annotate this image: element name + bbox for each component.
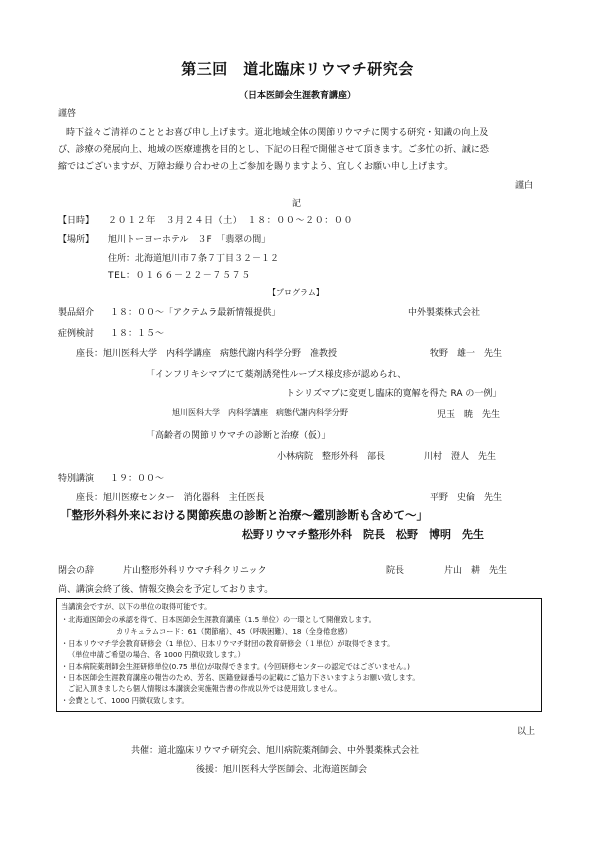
date-label: 【日時】: [58, 216, 95, 226]
note-4: ・日本医師会生涯教育講座の報告のため、芳名、医籍登録番号の記載にご協力下さいますようお願い致します。: [61, 673, 420, 682]
case-time: １８：１５〜: [110, 329, 165, 339]
notes-intro: 当講演会ですが、以下の単位の取得可能です。: [61, 602, 212, 611]
product-label: 製品紹介: [58, 308, 95, 318]
case2-title: 「高齢者の関節リウマチの診断と治療（仮）」: [146, 431, 331, 441]
closing-name: 片山 耕 先生: [444, 566, 508, 576]
place-value: 旭川トーヨーホテル ３F 「翡翠の間」: [108, 235, 271, 245]
case1-title-line2: トシリズマブに変更し臨床的寛解を得た RA の一例」: [286, 389, 502, 399]
date-value: ２０１２年 ３月２４日（土） １８：００〜２０：００: [108, 216, 354, 226]
closing-label: 閉会の辞: [58, 566, 95, 576]
ijo: 以上: [517, 727, 536, 737]
case2-affiliation: 小林病院 整形外科 部長: [277, 452, 386, 462]
after-note: 尚、講演会終了後、情報交換会を予定しております。: [58, 585, 274, 595]
greeting-opening: 謹啓: [58, 109, 77, 119]
note-2b: （単位申請ご希望の場合、各 1000 円徴収致します。）: [68, 650, 245, 659]
case-chair-name: 牧野 雄一 先生: [430, 349, 503, 359]
greeting-closing: 謹白: [515, 181, 534, 191]
note-1: ・北海道医師会の承認を得て、日本医師会生涯教育講座（1.5 単位）の一環として開催致します。: [61, 615, 376, 624]
place-label: 【場所】: [58, 235, 95, 245]
case2-name: 川村 澄人 先生: [424, 452, 497, 462]
note-2: ・日本リウマチ学会教育研修会（1 単位）、日本リウマチ財団の教育研修会（１単位）が取得できます。: [61, 639, 395, 648]
special-chair-role: 座長：旭川医療センター 消化器科 主任医長: [76, 493, 265, 503]
closing-affiliation: 片山整形外科リウマチ科クリニック: [123, 566, 267, 576]
product-time: １８：００〜「アクテムラ最新情報提供」: [110, 308, 281, 318]
special-chair-name: 平野 史倫 先生: [430, 493, 503, 503]
case-chair-role: 座長：旭川医科大学 内科学講座 病態代謝内科学分野 准教授: [76, 349, 338, 359]
lecture-title: 「整形外科外来における関節疾患の診断と治療〜鑑別診断も含めて〜」: [60, 508, 428, 522]
co-sponsors: 共催：道北臨床リウマチ研究会、旭川病院薬剤師会、中外製薬株式会社: [131, 746, 420, 756]
support: 後援：旭川医科大学医師会、北海道医師会: [196, 765, 368, 775]
greeting-line-1: 時下益々ご清祥のこととお喜び申し上げます。道北地域全体の関節リウマチに関する研究・知識の向上及: [66, 128, 489, 138]
product-company: 中外製薬株式会社: [408, 308, 481, 318]
special-time: １９：００〜: [110, 474, 165, 484]
note-1b: カリキュラムコード：61（関節痛）、45（呼吸困難）、18（全身倦怠感）: [116, 627, 352, 636]
note-3: ・日本病院薬剤師会生涯研修単位(0.75 単位)が取得できます。(今回研修センターの認定ではございません。): [61, 662, 410, 671]
greeting-line-3: 縮ではございますが、万障お繰り合わせの上ご参加を賜りますよう、宜しくお願い申し上げます。: [58, 162, 454, 172]
special-label: 特別講演: [58, 474, 95, 484]
case-label: 症例検討: [58, 329, 95, 339]
address: 住所：北海道旭川市７条７丁目３２－１２: [108, 254, 280, 264]
greeting-line-2: び、診療の発展向上、地域の医療連携を目的とし、下記の日程で開催させて頂きます。ご多忙の折、誠に恐: [58, 145, 489, 155]
page-title: 第三回 道北臨床リウマチ研究会: [181, 60, 414, 78]
program-header: 【プログラム】: [268, 288, 324, 297]
ki-heading: 記: [292, 199, 302, 209]
tel: TEL：０１６６－２２－７５７５: [108, 271, 251, 281]
page-subtitle: （日本医師会生涯教育講座）: [238, 91, 356, 101]
case1-affiliation: 旭川医科大学 内科学講座 病態代謝内科学分野: [172, 408, 348, 417]
case1-title-line1: 「インフリキシマブにて薬剤誘発性ループス様皮疹が認められ、: [146, 370, 407, 380]
note-5: ・会費として、1000 円徴収致します。: [61, 696, 189, 705]
case1-name: 児玉 暁 先生: [437, 410, 501, 420]
lecturer: 松野リウマチ整形外科 院長 松野 博明 先生: [242, 528, 484, 541]
note-4b: ご記入頂きましたら個人情報は本講演会実施報告書の作成以外では使用致しません。: [68, 684, 342, 693]
closing-role: 院長: [386, 566, 405, 576]
